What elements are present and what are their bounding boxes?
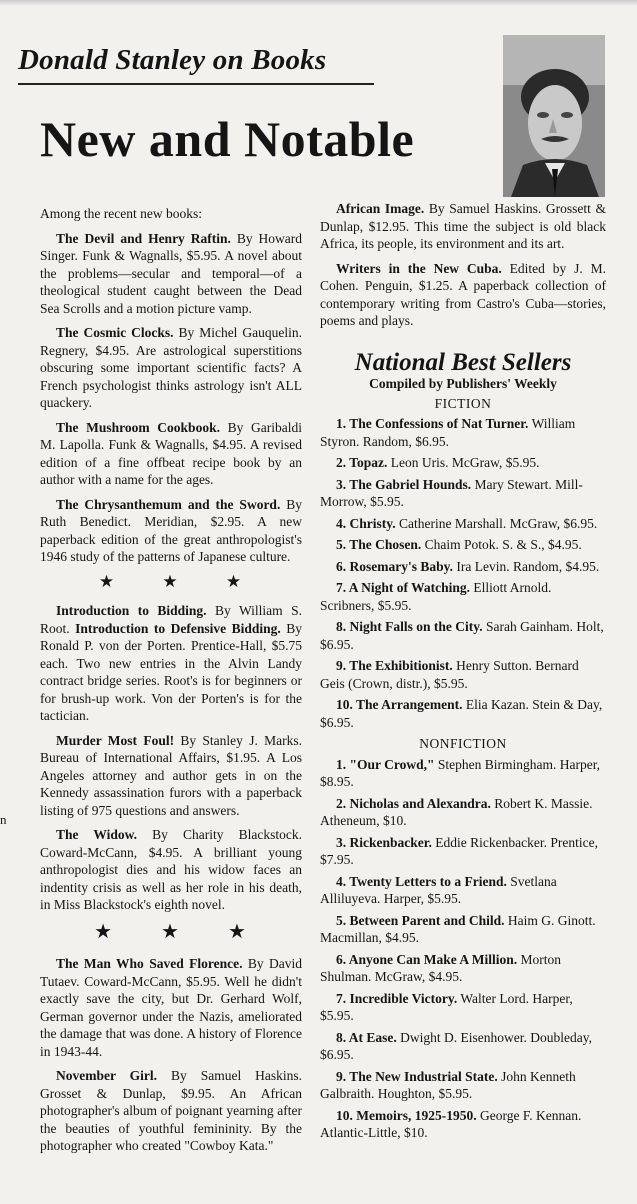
bestseller-details: Walter Lord. Harper, $5.95. xyxy=(320,990,573,1023)
book-title: Writers in the New Cuba. xyxy=(336,260,502,276)
nonfiction-heading: NONFICTION xyxy=(419,736,507,751)
bestseller-title: 3. The Gabriel Hounds. xyxy=(336,476,472,492)
bestseller-title: 1. "Our Crowd," xyxy=(336,756,435,772)
bestseller-title: 10. The Arrangement. xyxy=(336,697,463,712)
book-title: Introduction to Defensive Bidding. xyxy=(75,620,281,636)
page-top-edge xyxy=(0,0,637,6)
bestseller-entry xyxy=(320,756,606,791)
review-body: By Charity Blackstock. Coward-McCann, $4.95. A brilliant young anthropologist dies and his widow faces an indentity crisis as well as her role in his death, in Miss Blackstock's eighth novel. xyxy=(40,827,303,912)
review-body: By Samuel Haskins. Grosset & Dunlap, $9.95. An African photographer's album of poignant yearning after the beauties of youthful femininity. By the photographer who created "Cowboy Kata." xyxy=(40,1068,303,1153)
bestseller-entry xyxy=(320,454,606,472)
bestseller-entry xyxy=(320,873,606,908)
adjacent-column-fragments: n xyxy=(0,812,7,827)
bestseller-entry xyxy=(320,415,606,450)
bestseller-details: Chaim Potok. S. & S., $4.95. xyxy=(424,537,582,552)
bestseller-details: Sarah Gainham. Holt, $6.95. xyxy=(320,619,604,652)
book-title: The Devil and Henry Raftin. xyxy=(56,230,231,246)
bestseller-title: 7. Incredible Victory. xyxy=(336,990,458,1006)
bestseller-entry xyxy=(320,990,606,1025)
bestseller-title: 4. Christy. xyxy=(336,515,396,531)
review-body: By Stanley J. Marks. Bureau of International Affairs, $1.95. A Los Angeles attorney and author gets in on the Kennedy assassination furors with a paperback listing of 975 questions and answers. xyxy=(40,732,303,818)
review-item xyxy=(40,496,302,566)
bestseller-details: Mary Stewart. Mill-Morrow, $5.95. xyxy=(320,476,583,509)
book-title: The Cosmic Clocks. xyxy=(56,325,174,340)
bestseller-entry xyxy=(320,476,606,511)
bestseller-details: Leon Uris. McGraw, $5.95. xyxy=(390,455,540,470)
review-body: By William S. Root. xyxy=(40,603,302,636)
bestseller-details: Robert K. Massie. Atheneum, $10. xyxy=(320,795,593,828)
bestseller-details: Catherine Marshall. McGraw, $6.95. xyxy=(399,515,598,531)
review-item xyxy=(320,200,606,253)
bestseller-entry xyxy=(320,1029,606,1064)
review-item xyxy=(40,955,302,1060)
bestsellers-title: National Best Sellers xyxy=(354,348,572,376)
bestseller-details: Ira Levin. Random, $4.95. xyxy=(456,558,600,574)
bestseller-entry xyxy=(320,912,606,947)
review-item xyxy=(40,230,302,318)
book-title: The Mushroom Cookbook. xyxy=(56,419,220,435)
bestseller-title: 5. Between Parent and Child. xyxy=(336,912,505,928)
author-portrait xyxy=(503,35,605,197)
bestseller-entry xyxy=(320,696,606,731)
book-title: African Image. xyxy=(336,201,425,216)
headline: New and Notable xyxy=(40,111,415,167)
bestseller-entry xyxy=(320,795,606,830)
bestseller-entry xyxy=(320,834,606,869)
intro-text: Among the recent new books: xyxy=(40,206,202,221)
left-column xyxy=(40,205,302,1162)
bestseller-details: Elia Kazan. Stein & Day, $6.95. xyxy=(320,697,603,730)
column-title: Donald Stanley on Books xyxy=(18,44,374,85)
review-item xyxy=(320,260,606,330)
bestseller-title: 9. The New Industrial State. xyxy=(336,1068,498,1084)
review-body: By Ruth Benedict. Meridian, $2.95. A new paperback edition of the great anthropologist's 1946 study of the patterns of Japanese culture. xyxy=(40,496,303,564)
bestseller-details: Haim G. Ginott. Macmillan, $4.95. xyxy=(320,912,596,945)
bestseller-details: George F. Kennan. Atlantic-Little, $10. xyxy=(320,1107,582,1140)
bestseller-title: 6. Rosemary's Baby. xyxy=(336,558,454,574)
right-column xyxy=(320,200,606,1146)
bestseller-details: Henry Sutton. Bernard Geis (Crown, distr.), $5.95. xyxy=(320,658,579,691)
bestseller-details: Morton Shulman. McGraw, $4.95. xyxy=(320,951,562,984)
book-title: Introduction to Bidding. xyxy=(56,603,207,618)
bestseller-title: 8. Night Falls on the City. xyxy=(336,619,483,634)
bestseller-entry xyxy=(320,1068,606,1103)
bestseller-title: 8. At Ease. xyxy=(336,1029,397,1045)
bestseller-details: William Styron. Random, $6.95. xyxy=(320,416,576,449)
fiction-list xyxy=(320,415,606,731)
review-item xyxy=(40,826,302,914)
review-body: By Samuel Haskins. Grossett & Dunlap, $12.95. This time the subject is old black Africa, its people, its environment and its art. xyxy=(320,201,607,251)
bestseller-title: 10. Memoirs, 1925-1950. xyxy=(336,1107,477,1123)
book-title: The Man Who Saved Florence. xyxy=(56,956,243,971)
bestseller-details: Dwight D. Eisenhower. Doubleday, $6.95. xyxy=(320,1029,592,1062)
review-item xyxy=(40,324,302,412)
bestseller-title: 9. The Exhibitionist. xyxy=(336,658,453,673)
star-divider: ★ ★ ★ xyxy=(94,920,268,943)
review-body: By Michel Gauquelin. Regnery, $4.95. Are astrological superstitions obscuring some important scientific facts? A French psychologist thinks astrology isn't ALL quackery. xyxy=(40,325,302,410)
bestseller-title: 5. The Chosen. xyxy=(336,537,422,552)
review-body: By Ronald P. von der Porten. Prentice-Hall, $5.75 each. Two new entries in the Alvin Landy contract bridge series. Root's is for beginners or for brush-up work. Von der Porten's is for the tactician. xyxy=(40,620,303,723)
book-title: The Chrysanthemum and the Sword. xyxy=(56,496,281,512)
bestseller-entry xyxy=(320,618,606,653)
bestseller-title: 4. Twenty Letters to a Friend. xyxy=(336,873,507,889)
bestseller-entry xyxy=(320,558,606,576)
star-divider: ★ ★ ★ xyxy=(98,571,264,591)
bestseller-entry xyxy=(320,536,606,554)
book-title: The Widow. xyxy=(56,827,138,842)
review-item xyxy=(40,732,302,820)
review-item xyxy=(40,602,302,725)
bestseller-details: Eddie Rickenbacker. Prentice, $7.95. xyxy=(320,834,598,867)
bestseller-entry xyxy=(320,579,606,614)
review-body: By Garibaldi M. Lapolla. Funk & Wagnalls, $4.95. A revised edition of a fine offbeat recipe book by an author with a name for the ages. xyxy=(40,419,302,487)
review-body: By David Tutaev. Coward-McCann, $5.95. Well he didn't exactly save the city, but Dr. Gerhard Wolf, German governor under the Nazis, ameliorated the damage that was done. A history of Florence in 1943-44. xyxy=(40,956,303,1059)
bestseller-entry xyxy=(320,657,606,692)
book-title: November Girl. xyxy=(56,1068,158,1083)
nonfiction-list xyxy=(320,756,606,1142)
bestseller-details: Elliott Arnold. Scribners, $5.95. xyxy=(320,580,552,613)
bestseller-title: 6. Anyone Can Make A Million. xyxy=(336,951,518,967)
bestseller-entry xyxy=(320,515,606,533)
fiction-heading: FICTION xyxy=(434,395,492,411)
review-body: Edited by J. M. Cohen. Penguin, $1.25. A paperback collection of contemporary writing from Castro's Cuba—stories, poems and plays. xyxy=(320,260,606,328)
bestseller-title: 1. The Confessions of Nat Turner. xyxy=(336,416,529,431)
bestseller-details: Stephen Birmingham. Harper, $8.95. xyxy=(320,756,601,789)
bestsellers-source: Compiled by Publishers' Weekly xyxy=(369,376,557,391)
bestseller-entry xyxy=(320,951,606,986)
review-item xyxy=(40,419,302,489)
bestseller-entry xyxy=(320,1107,606,1142)
bestseller-title: 2. Topaz. xyxy=(336,455,388,470)
bestseller-title: 2. Nicholas and Alexandra. xyxy=(336,795,491,811)
bestseller-title: 7. A Night of Watching. xyxy=(336,580,471,595)
review-body: By Howard Singer. Funk & Wagnalls, $5.95. A novel about the problems—secular and temporal—of a theological student caught between the Dead Sea Scrolls and a motion picture vamp. xyxy=(40,230,302,316)
bestseller-title: 3. Rickenbacker. xyxy=(336,834,432,850)
book-title: Murder Most Foul! xyxy=(56,732,175,748)
review-item xyxy=(40,1067,302,1155)
bestseller-details: Svetlana Alliluyeva. Harper, $5.95. xyxy=(320,873,557,906)
bestseller-details: John Kenneth Galbraith. Houghton, $5.95. xyxy=(320,1068,576,1101)
